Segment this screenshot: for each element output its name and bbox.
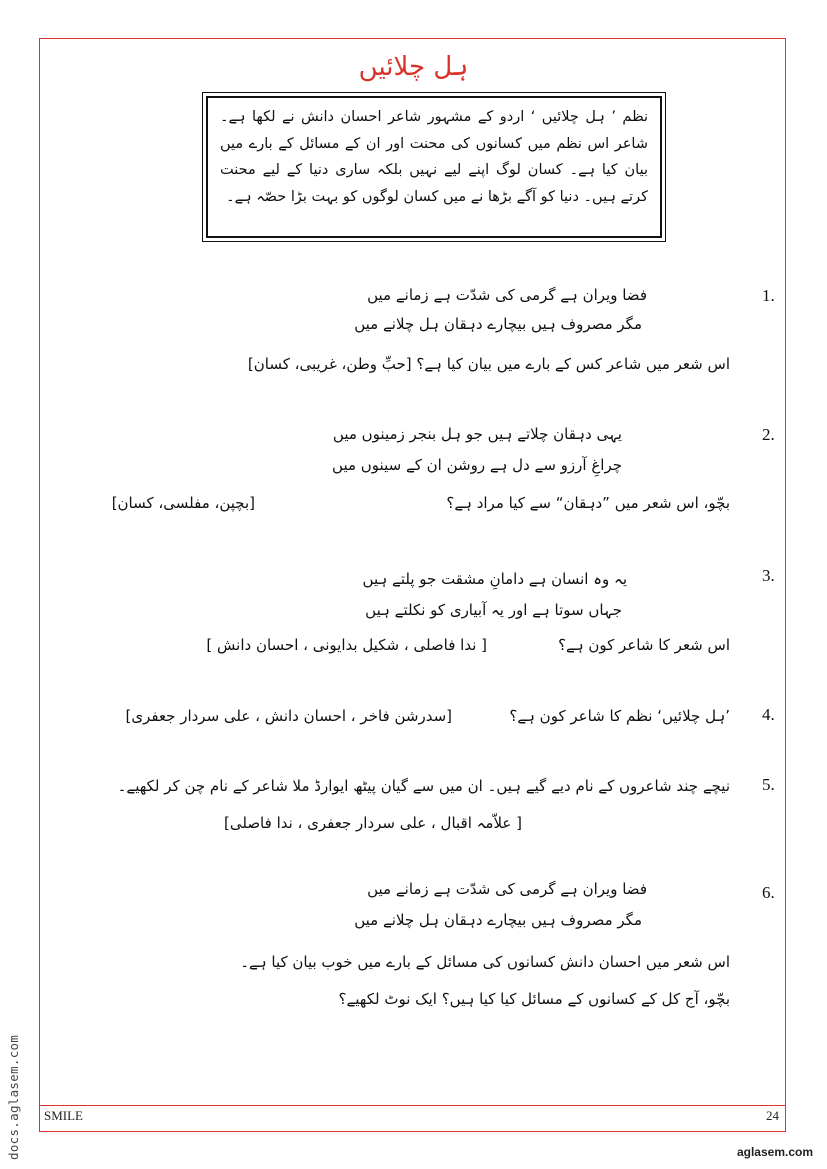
question-text: ’ہل چلائیں‘ نظم کا شاعر کون ہے؟ — [509, 707, 730, 725]
question-text: اس شعر میں احسان دانش کسانوں کی مسائل کے بارے میں خوب بیان کیا ہے۔ — [240, 953, 730, 971]
side-watermark: docs.aglasem.com — [6, 1034, 21, 1160]
verse-line: یہی دہقان چلاتے ہیں جو ہل بنجر زمینوں میں — [332, 425, 622, 443]
verse-line: یہ وہ انسان ہے دامانِ مشقت جو پلتے ہیں — [362, 570, 627, 588]
answer-options: [ علاّمہ اقبال ، علی سردار جعفری ، ندا فاصلی] — [224, 814, 522, 832]
intro-text: نظم ’ ہل چلائیں ‘ اردو کے مشہور شاعر احسان دانش نے لکھا ہے۔ شاعر اس نظم میں کسانوں کی محنت اور ان کے مسائل کے بارے میں بیان کیا ہے۔ کسان لوگ اپنے لیے نہیں بلکہ ساری دنیا کے لیے محنت کرتے ہیں۔ دنیا کو آگے بڑھا نے میں کسان لوگوں کو بہت بڑا حصّہ ہے۔ — [206, 96, 662, 238]
footer-label: SMILE — [44, 1108, 83, 1123]
poem-title: ہل چلائیں — [358, 52, 469, 82]
question-number: 6. — [762, 883, 775, 902]
question-text: بچّو، آج کل کے کسانوں کے مسائل کیا کیا ہیں؟ ایک نوٹ لکھیے؟ — [338, 990, 730, 1008]
answer-options: [ ندا فاصلی ، شکیل بدایونی ، احسان دانش ] — [206, 636, 487, 654]
question-number: 3. — [762, 566, 775, 585]
verse-line: جہاں سوتا ہے اور یہ آبیاری کو نکلتے ہیں — [365, 601, 622, 619]
verse-line: فضا ویران ہے گرمی کی شدّت ہے زمانے میں — [367, 286, 647, 304]
verse-line: مگر مصروف ہیں بیچارے دہقان ہل چلانے میں — [354, 911, 642, 929]
question-text: اس شعر کا شاعر کون ہے؟ — [558, 636, 730, 654]
verse-line: چراغِ آرزو سے دل ہے روشن ان کے سینوں میں — [332, 456, 622, 474]
verse-line: مگر مصروف ہیں بیچارے دہقان ہل چلانے میں — [354, 315, 642, 333]
bottom-watermark: aglasem.com — [736, 1145, 813, 1159]
page-number: 24 — [766, 1108, 779, 1123]
verse-line: فضا ویران ہے گرمی کی شدّت ہے زمانے میں — [367, 880, 647, 898]
question-text: نیچے چند شاعروں کے نام دیے گیے ہیں۔ ان میں سے گیان پیٹھ ایوارڈ ملا شاعر کے نام چن کر لکھیے۔ — [117, 777, 730, 795]
question-number: 1. — [762, 286, 775, 305]
question-number: 5. — [762, 775, 775, 794]
intro-box — [202, 92, 666, 242]
question-text: بچّو، اس شعر میں ”دہقان“ سے کیا مراد ہے؟ — [446, 494, 730, 512]
question-number: 4. — [762, 705, 775, 724]
footer-divider — [39, 1105, 786, 1106]
answer-options: [سدرشن فاخر ، احسان دانش ، علی سردار جعفری] — [125, 707, 452, 725]
question-number: 2. — [762, 425, 775, 444]
question-text: اس شعر میں شاعر کس کے بارے میں بیان کیا ہے؟ [حبِّ وطن، غریبی، کسان] — [247, 355, 730, 373]
answer-options: [بچپن، مفلسی، کسان] — [111, 494, 255, 512]
